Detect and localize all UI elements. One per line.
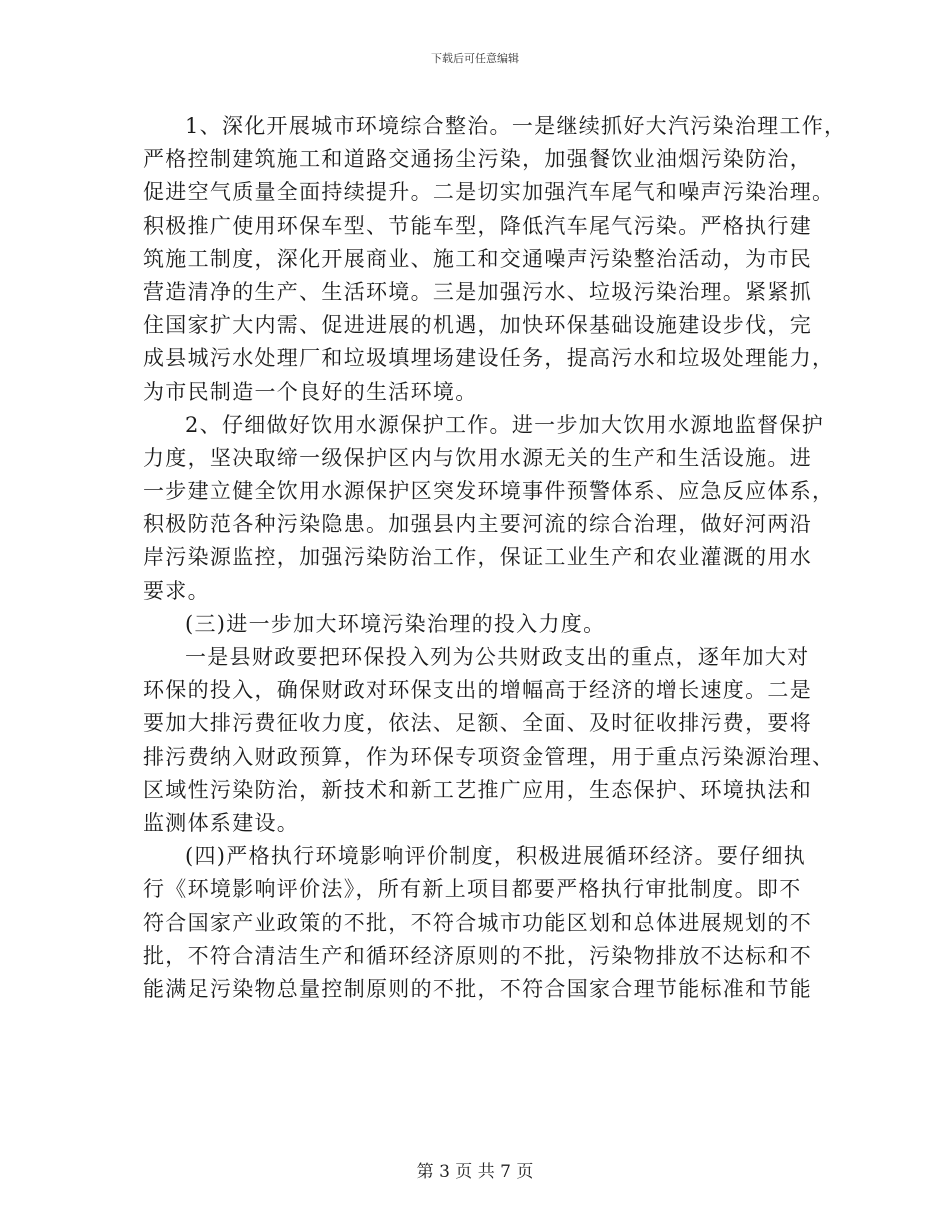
page-number: 第 3 页 共 7 页: [416, 1162, 534, 1182]
text-line: 严格控制建筑施工和道路交通扬尘污染，加强餐饮业油烟污染防治，: [143, 147, 812, 172]
text-line: 行《环境影响评价法》，所有新上项目都要严格执行审批制度。即不: [143, 877, 802, 902]
text-line: 排污费纳入财政预算，作为环保专项资金管理，用于重点污染源治理、: [143, 744, 835, 769]
text-line: 住国家扩大内需、促进进展的机遇，加快环保基础设施建设步伐，完: [143, 313, 812, 338]
text-line: 要求。: [143, 578, 210, 603]
text-line: 环保的投入，确保财政对环保支出的增幅高于经济的增长速度。二是: [143, 678, 812, 703]
text-line: 符合国家产业政策的不批，不符合城市功能区划和总体进展规划的不: [143, 910, 812, 935]
text-line: 一步建立健全饮用水源保护区突发环境事件预警体系、应急反应体系，: [143, 479, 835, 504]
page-header: 下载后可任意编辑: [431, 52, 519, 65]
document-body: [143, 110, 847, 1006]
text-line: 积极防范各种污染隐患。加强县内主要河流的综合治理，做好河两沿: [143, 512, 812, 537]
text-line: 促进空气质量全面持续提升。二是切实加强汽车尾气和噪声污染治理。: [143, 180, 835, 205]
text-line: 一是县财政要把环保投入列为公共财政支出的重点，逐年加大对: [185, 645, 810, 669]
text-line: 2、仔细做好饮用水源保护工作。进一步加大饮用水源地监督保护: [185, 412, 825, 437]
text-line: 积极推广使用环保车型、节能车型，降低汽车尾气污染。严格执行建: [143, 213, 812, 238]
text-line: (三)进一步加大环境污染治理的投入力度。: [185, 611, 606, 636]
text-line: 能满足污染物总量控制原则的不批，不符合国家合理节能标准和节能: [143, 976, 812, 1001]
text-line: 1、深化开展城市环境综合整治。一是继续抓好大汽污染治理工作，: [185, 114, 847, 138]
text-line: 为市民制造一个良好的生活环境。: [143, 379, 478, 404]
text-line: 监测体系建设。: [143, 810, 300, 835]
text-line: 岸污染源监控，加强污染防治工作，保证工业生产和农业灌溉的用水: [143, 545, 812, 570]
text-line: 批，不符合清洁生产和循环经济原则的不批，污染物排放不达标和不: [143, 943, 812, 968]
text-line: 区域性污染防治，新技术和新工艺推广应用，生态保护、环境执法和: [143, 777, 812, 802]
text-line: 力度，坚决取缔一级保护区内与饮用水源无关的生产和生活设施。进: [143, 445, 812, 470]
text-line: 筑施工制度，深化开展商业、施工和交通噪声污染整治活动，为市民: [143, 246, 812, 271]
text-line: 要加大排污费征收力度，依法、足额、全面、及时征收排污费，要将: [143, 711, 812, 736]
text-line: 营造清净的生产、生活环境。三是加强污水、垃圾污染治理。紧紧抓: [143, 279, 812, 304]
text-line: 成县城污水处理厂和垃圾填埋场建设任务，提高污水和垃圾处理能力，: [143, 346, 835, 371]
text-line: (四)严格执行环境影响评价制度，积极进展循环经济。要仔细执: [185, 844, 807, 869]
